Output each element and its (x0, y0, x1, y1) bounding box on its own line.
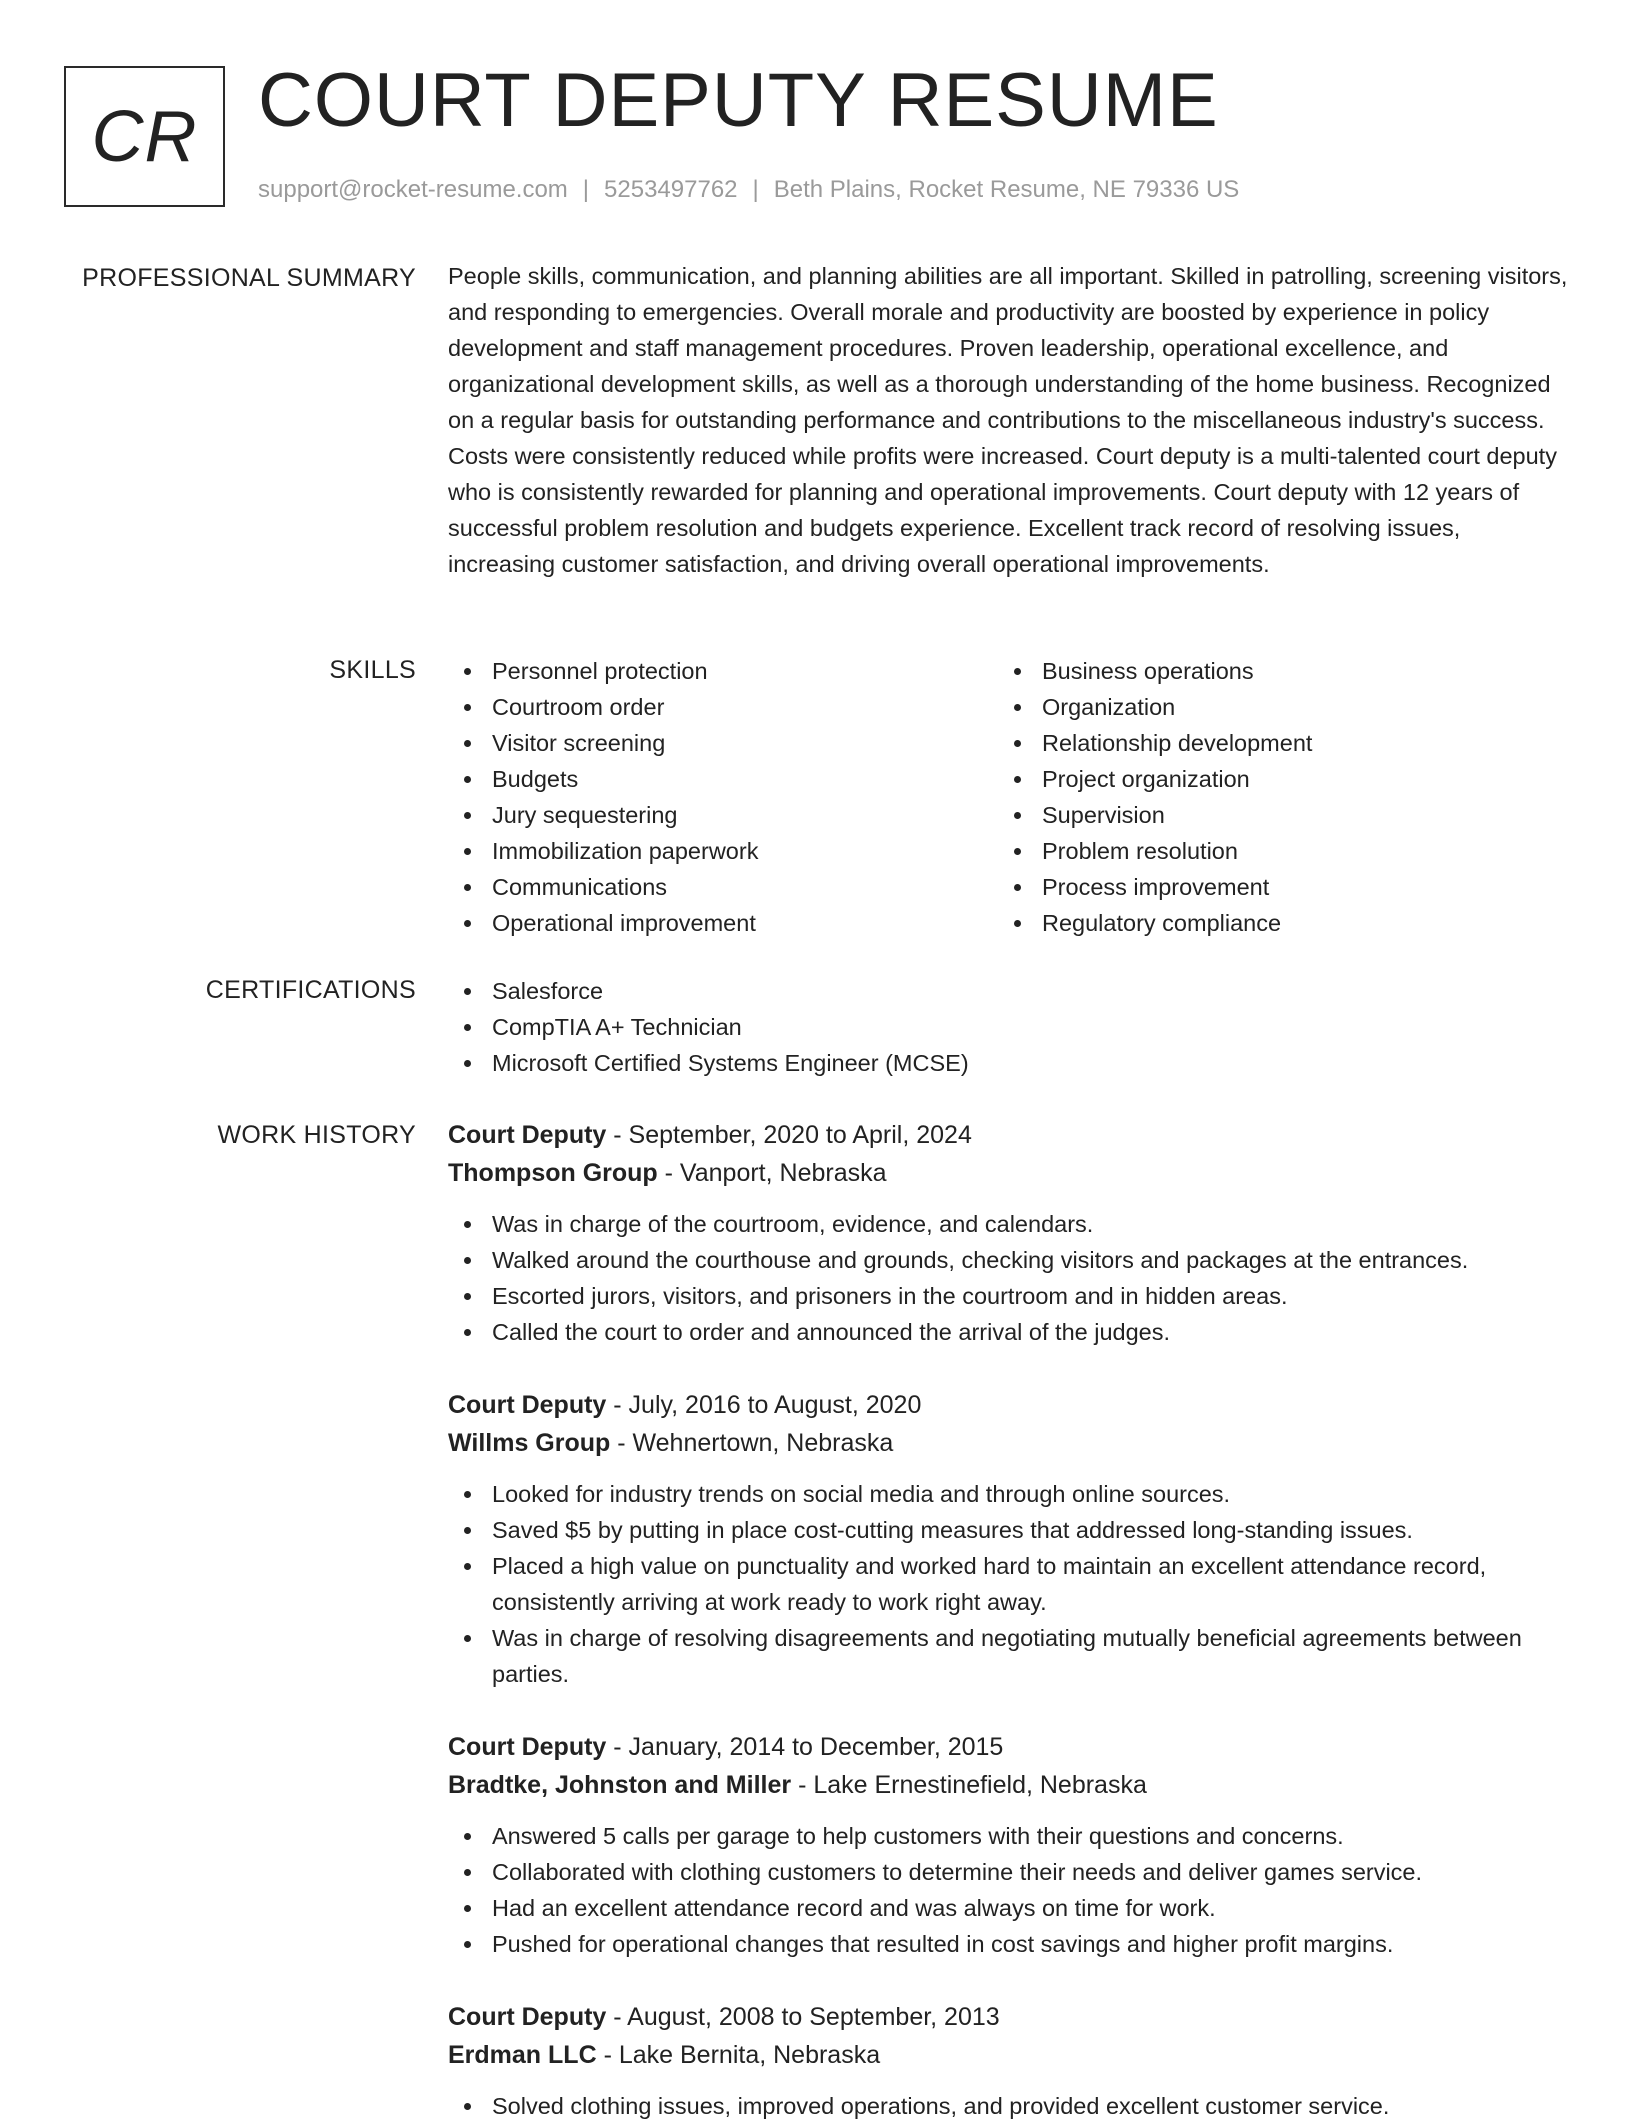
skill-item: Project organization (998, 761, 1548, 797)
skill-item: Process improvement (998, 869, 1548, 905)
contact-separator: | (752, 176, 759, 203)
job-title-line (448, 1386, 1568, 1424)
job-location: - Lake Ernestinefield, Nebraska (798, 1771, 1147, 1799)
skill-item: Operational improvement (448, 905, 998, 941)
skill-item: Immobilization paperwork (448, 833, 998, 869)
skills-list-right (998, 653, 1548, 941)
job-bullet: Escorted jurors, visitors, and prisoners in the courtroom and in hidden areas. (448, 1278, 1568, 1314)
contact-separator: | (582, 176, 590, 203)
contact-address: Beth Plains, Rocket Resume, NE 79336 US (773, 176, 1240, 203)
skill-item: Visitor screening (448, 725, 998, 761)
job-company: Bradtke, Johnston and Miller (448, 1771, 792, 1799)
skill-item: Courtroom order (448, 689, 998, 725)
job-bullet: Saved $5 by putting in place cost-cutting measures that addressed long-standing issues. (448, 1512, 1568, 1548)
certifications-list (448, 973, 1568, 1081)
skills-list-left (448, 653, 998, 941)
contact-phone[interactable]: 5253497762 (604, 176, 738, 203)
job-title: Court Deputy (448, 1733, 607, 1761)
certifications-body (448, 973, 1568, 1081)
job-bullet: Called the court to order and announced the arrival of the judges. (448, 1314, 1568, 1350)
work-history-body (448, 1116, 1568, 2119)
certification-item: Salesforce (448, 973, 1568, 1009)
skill-item: Personnel protection (448, 653, 998, 689)
job-bullets (448, 1476, 1568, 1692)
job-dates: - September, 2020 to April, 2024 (613, 1121, 972, 1149)
job-company: Willms Group (448, 1429, 611, 1457)
job-bullets (448, 2088, 1568, 2124)
job-title: Court Deputy (448, 1121, 607, 1149)
job-title: Court Deputy (448, 2003, 607, 2031)
section-heading-work-history: WORK HISTORY (217, 1121, 416, 1149)
monogram-logo: CR (64, 66, 225, 207)
job-bullets (448, 1818, 1568, 1962)
job-title: Court Deputy (448, 1391, 607, 1419)
skill-item: Business operations (998, 653, 1548, 689)
skill-item: Jury sequestering (448, 797, 998, 833)
job-bullet: Collaborated with clothing customers to determine their needs and deliver games service. (448, 1854, 1568, 1890)
job-entry (448, 1386, 1568, 1692)
job-bullet: Was in charge of the courtroom, evidence, and calendars. (448, 1206, 1568, 1242)
job-bullet: Had an excellent attendance record and was always on time for work. (448, 1890, 1568, 1926)
job-bullet: Was in charge of resolving disagreements and negotiating mutually beneficial agreements between parties. (448, 1620, 1568, 1692)
job-entry (448, 1116, 1568, 1350)
skill-item: Budgets (448, 761, 998, 797)
job-company-line (448, 2036, 1568, 2074)
job-bullet: Looked for industry trends on social media and through online sources. (448, 1476, 1568, 1512)
skill-item: Regulatory compliance (998, 905, 1548, 941)
job-bullet: Walked around the courthouse and grounds, checking visitors and packages at the entrances. (448, 1242, 1568, 1278)
job-bullet: Solved clothing issues, improved operations, and provided excellent customer service. (448, 2088, 1568, 2124)
job-bullet: Placed a high value on punctuality and worked hard to maintain an excellent attendance record, consistently arriving at work ready to work right away. (448, 1548, 1568, 1620)
job-entry (448, 1998, 1568, 2124)
job-title-line (448, 1998, 1568, 2036)
job-dates: - August, 2008 to September, 2013 (613, 2003, 1000, 2031)
job-entry (448, 1728, 1568, 1962)
contact-line (258, 174, 1239, 206)
summary-text: People skills, communication, and planning abilities are all important. Skilled in patrolling, screening visitors, and responding to emergencies. Overall morale and productivity are boosted by experience in policy development and staff management procedures. Proven leadership, operational excellence, and organizational development skills, as well as a thorough understanding of the home business. Recognized on a regular basis for outstanding performance and contributions to the miscellaneous industry's success. Costs were consistently reduced while profits were increased. Court deputy is a multi-talented court deputy who is consistently rewarded for planning and operational improvements. Court deputy with 12 years of successful problem resolution and budgets experience. Excellent track record of resolving issues, increasing customer satisfaction, and driving overall operational improvements. (448, 263, 1568, 577)
skill-item: Communications (448, 869, 998, 905)
skill-item: Problem resolution (998, 833, 1548, 869)
section-heading-certifications: CERTIFICATIONS (205, 976, 416, 1004)
skill-item: Supervision (998, 797, 1548, 833)
certification-item: Microsoft Certified Systems Engineer (MCSE) (448, 1045, 1568, 1081)
certification-item: CompTIA A+ Technician (448, 1009, 1568, 1045)
skill-item: Organization (998, 689, 1548, 725)
job-dates: - January, 2014 to December, 2015 (613, 1733, 1004, 1761)
job-location: - Wehnertown, Nebraska (617, 1429, 894, 1457)
job-title-line (448, 1116, 1568, 1154)
job-company-line (448, 1424, 1568, 1462)
job-company: Thompson Group (448, 1159, 658, 1187)
job-company-line (448, 1154, 1568, 1192)
section-heading-skills: SKILLS (329, 656, 416, 684)
job-location: - Vanport, Nebraska (664, 1159, 887, 1187)
skill-item: Relationship development (998, 725, 1548, 761)
job-location: - Lake Bernita, Nebraska (603, 2041, 881, 2069)
job-title-line (448, 1728, 1568, 1766)
job-bullet: Answered 5 calls per garage to help customers with their questions and concerns. (448, 1818, 1568, 1854)
summary-body (448, 258, 1568, 582)
skills-grid (448, 653, 1568, 941)
job-bullet: Pushed for operational changes that resulted in cost savings and higher profit margins. (448, 1926, 1568, 1962)
resume-title: COURT DEPUTY RESUME (258, 58, 1219, 143)
job-dates: - July, 2016 to August, 2020 (613, 1391, 922, 1419)
section-heading-summary: PROFESSIONAL SUMMARY (82, 264, 416, 292)
job-bullets (448, 1206, 1568, 1350)
job-company: Erdman LLC (448, 2041, 597, 2069)
contact-email[interactable]: support@rocket-resume.com (258, 176, 568, 203)
job-company-line (448, 1766, 1568, 1804)
